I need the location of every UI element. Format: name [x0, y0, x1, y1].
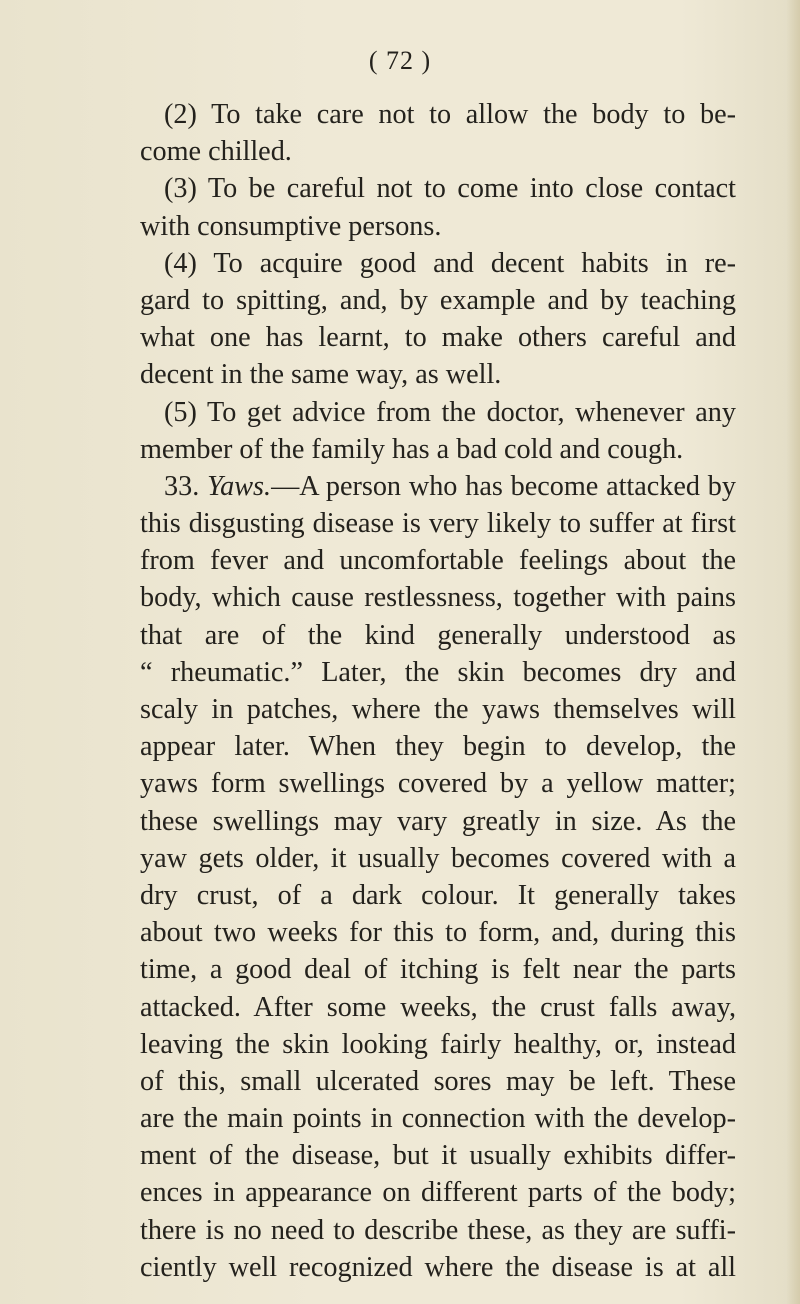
text-line: member of the family has a bad cold and cough. [140, 433, 684, 465]
text-line: ciently well recognized where the disease is at all [140, 1251, 736, 1283]
text-line: these swellings may vary greatly in size. As the [140, 805, 736, 837]
text-line: with consumptive persons. [140, 210, 442, 242]
page-number: ( 72 ) [368, 46, 432, 75]
text-line: ences in appearance on different parts of the body; [140, 1177, 736, 1209]
text-line: come chilled. [140, 136, 292, 168]
text-line: that are of the kind generally understood as [140, 619, 736, 651]
text-line: (2) To take care not to allow the body to be- [164, 99, 736, 130]
text-line: this disgusting disease is very likely to suffer at first [140, 508, 736, 540]
text-line: (4) To acquire good and decent habits in re- [164, 247, 736, 279]
text-line: leaving the skin looking fairly healthy, or, instead [140, 1028, 736, 1060]
text-line: of this, small ulcerated sores may be left. These [140, 1065, 736, 1097]
text-line: there is no need to describe these, as they are suffi- [140, 1214, 736, 1246]
text-line: appear later. When they begin to develop, the [140, 731, 736, 763]
text-line: from fever and uncomfortable feelings about the [140, 545, 736, 577]
text-line: are the main points in connection with the develop- [140, 1103, 736, 1135]
text-line: (5) To get advice from the doctor, whenever any [164, 396, 736, 428]
text-line [140, 468, 736, 505]
section-text: —A person who has become attacked by [271, 470, 736, 502]
text-line: decent in the same way, as well. [140, 359, 502, 391]
text-line: gard to spitting, and, by example and by teaching [140, 284, 736, 316]
text-line: ment of the disease, but it usually exhibits differ- [140, 1140, 736, 1172]
page-edge-shadow [786, 0, 800, 1304]
text-line: yaws form swellings covered by a yellow matter; [140, 768, 736, 800]
section-heading: Yaws. [207, 470, 272, 502]
text-line: body, which cause restlessness, together with pains [140, 582, 736, 614]
text-line: “ rheumatic.” Later, the skin becomes dry and [140, 656, 736, 688]
text-line: what one has learnt, to make others careful and [140, 322, 736, 354]
text-line: yaw gets older, it usually becomes covered with a [140, 842, 736, 874]
text-line: dry crust, of a dark colour. It generally takes [140, 879, 736, 911]
section-number: 33. [164, 470, 200, 502]
text-line: attacked. After some weeks, the crust falls away, [140, 991, 736, 1023]
text-line: scaly in patches, where the yaws themselves will [140, 694, 736, 725]
text-line: (3) To be careful not to come into close contact [164, 173, 736, 205]
text-line: time, a good deal of itching is felt near the parts [140, 954, 736, 986]
body-text [140, 96, 736, 1286]
text-line: about two weeks for this to form, and, during this [140, 917, 736, 949]
